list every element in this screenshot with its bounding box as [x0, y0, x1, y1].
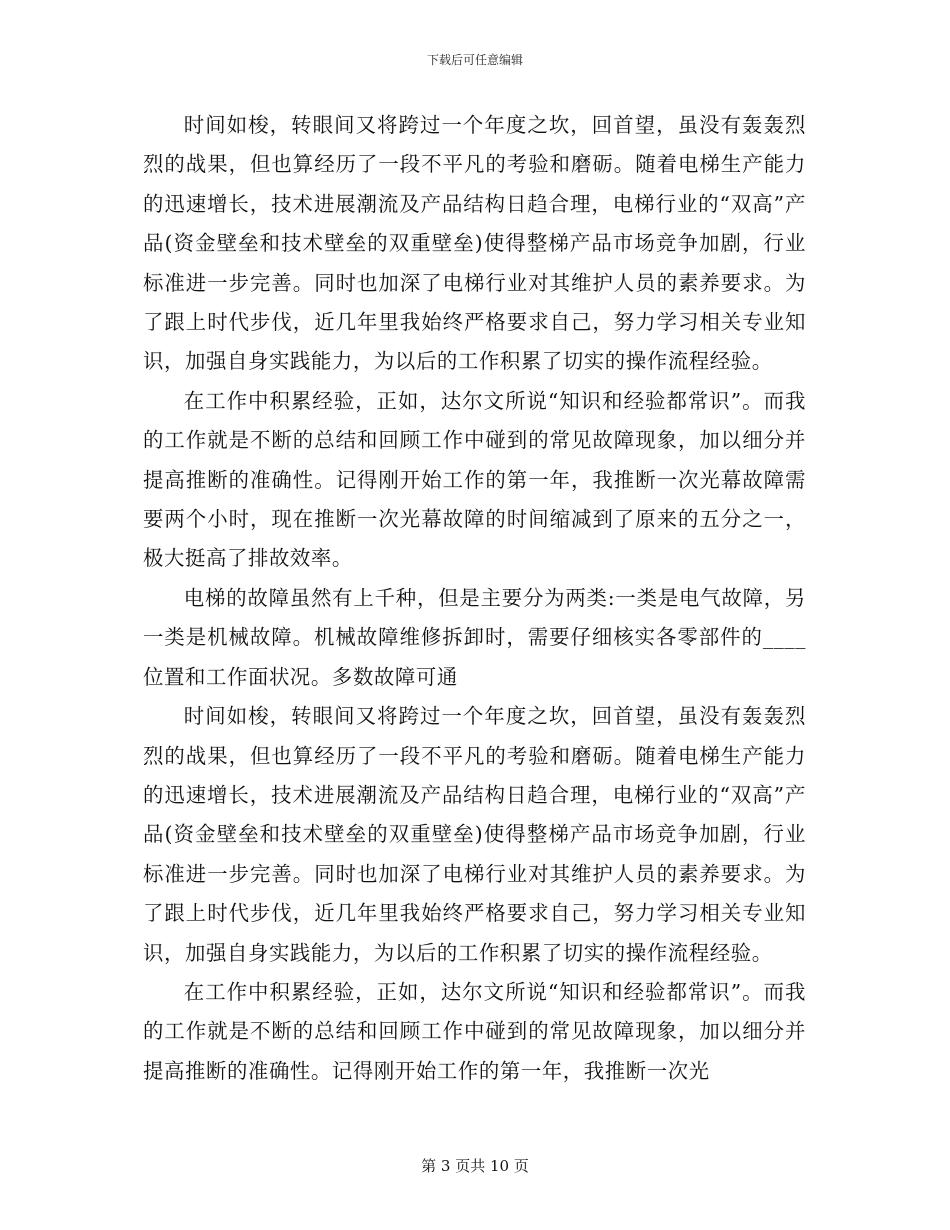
paragraph: 在工作中积累经验，正如，达尔文所说“知识和经验都常识”。而我的工作就是不断的总结和回顾工作中碰到的常见故障现象，加以细分并提高推断的准确性。记得刚开始工作的第一年，我推断一次光幕故障需要两个小时，现在推断一次光幕故障的时间缩减到了原来的五分之一，极大挺高了排故效率。: [143, 388, 806, 571]
paragraph: 电梯的故障虽然有上千种，但是主要分为两类:一类是电气故障，另一类是机械故障。机械故障维修拆卸时，需要仔细核实各零部件的____位置和工作面状况。多数故障可通: [143, 585, 806, 689]
document-body: [143, 106, 806, 1091]
page-header: 下载后可任意编辑: [426, 53, 523, 67]
paragraph: 在工作中积累经验，正如，达尔文所说“知识和经验都常识”。而我的工作就是不断的总结和回顾工作中碰到的常见故障现象，加以细分并提高推断的准确性。记得刚开始工作的第一年，我推断一次光: [143, 979, 806, 1083]
page-number-footer: 第 3 页共 10 页: [421, 1157, 529, 1175]
paragraph: 时间如梭，转眼间又将跨过一个年度之坎，回首望，虽没有轰轰烈烈的战果，但也算经历了一段不平凡的考验和磨砺。随着电梯生产能力的迅速增长，技术进展潮流及产品结构日趋合理，电梯行业的“双高”产品(资金壁垒和技术壁垒的双重壁垒)使得整梯产品市场竞争加剧，行业标准进一步完善。同时也加深了电梯行业对其维护人员的素养要求。为了跟上时代步伐，近几年里我始终严格要求自己，努力学习相关专业知识，加强自身实践能力，为以后的工作积累了切实的操作流程经验。: [143, 704, 806, 965]
paragraph: 时间如梭，转眼间又将跨过一个年度之坎，回首望，虽没有轰轰烈烈的战果，但也算经历了一段不平凡的考验和磨砺。随着电梯生产能力的迅速增长，技术进展潮流及产品结构日趋合理，电梯行业的“双高”产品(资金壁垒和技术壁垒的双重壁垒)使得整梯产品市场竞争加剧，行业标准进一步完善。同时也加深了电梯行业对其维护人员的素养要求。为了跟上时代步伐，近几年里我始终严格要求自己，努力学习相关专业知识，加强自身实践能力，为以后的工作积累了切实的操作流程经验。: [143, 113, 806, 374]
